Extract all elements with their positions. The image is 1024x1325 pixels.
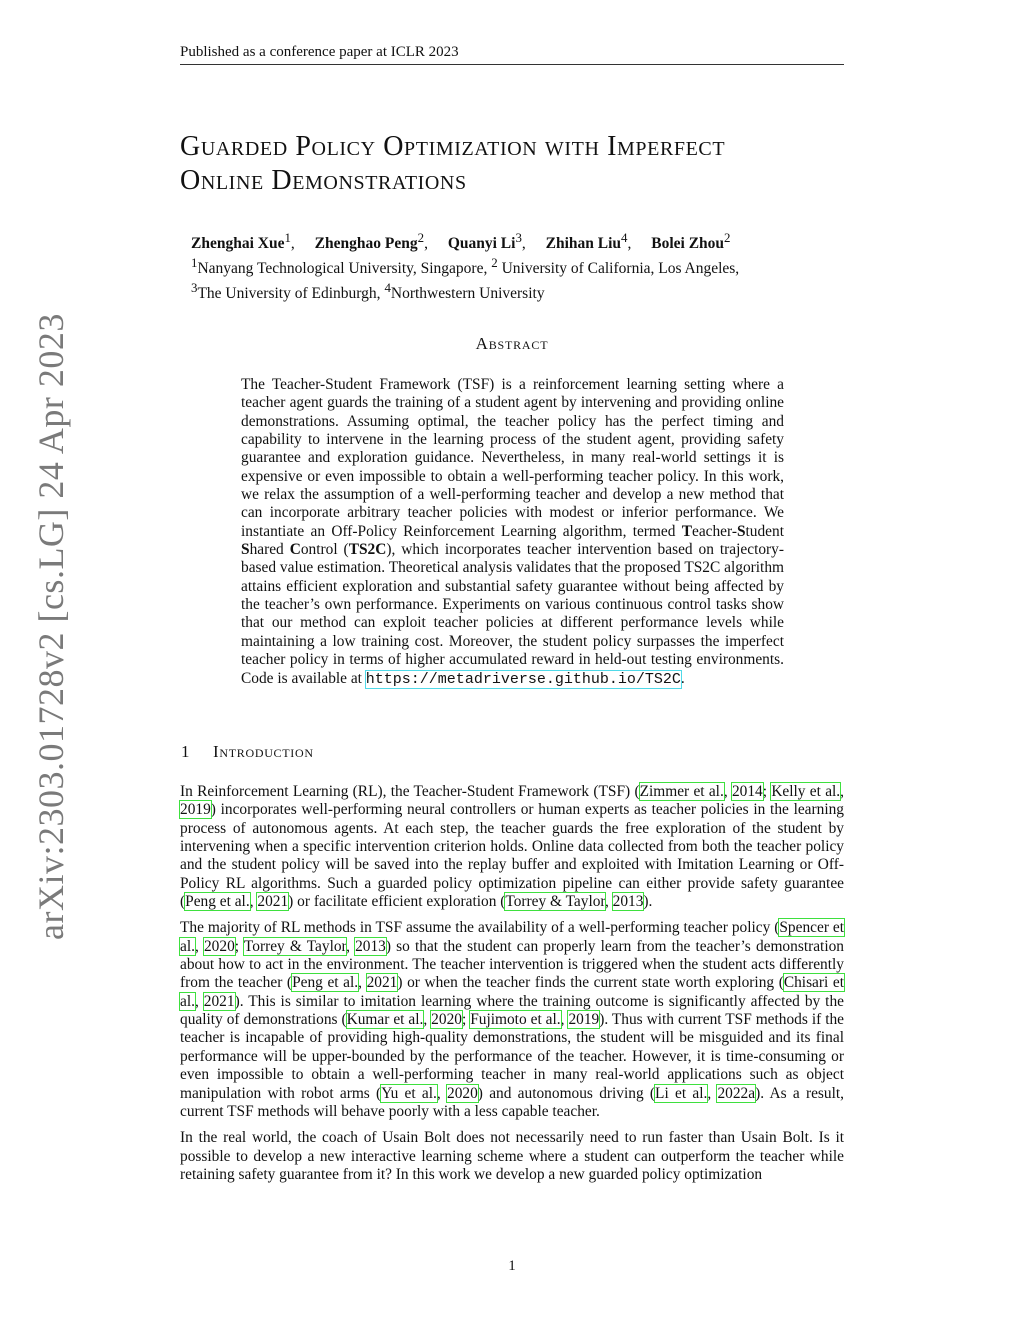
abstract-part: ontrol ( bbox=[300, 541, 349, 559]
citation-link[interactable]: 2019 bbox=[568, 1011, 600, 1029]
author-affil-mark: 3 bbox=[515, 230, 522, 245]
text-run: , bbox=[560, 1011, 569, 1029]
citation-link[interactable]: Zimmer et al. bbox=[639, 783, 724, 800]
paragraph-3: In the real world, the coach of Usain Bolt does not necessarily need to run faster than Usain Bolt. Is it possible to develop a new interactive learning scheme where a student can outperform the teacher while retaining safety guarantee from it? In this work we develop a new guarded policy optimization bbox=[180, 1129, 844, 1183]
code-url-link[interactable]: https://metadriverse.github.io/TS2C bbox=[365, 670, 681, 688]
text-run: ). bbox=[643, 893, 653, 911]
citation-link[interactable]: 2014 bbox=[731, 783, 763, 800]
abbr-letter: T bbox=[681, 522, 692, 540]
title-line-1: Guarded Policy Optimization with Imperfect bbox=[180, 131, 726, 162]
citation-link[interactable]: Kumar et al. bbox=[346, 1011, 424, 1029]
author-block bbox=[191, 228, 841, 303]
abstract-part: . bbox=[680, 669, 685, 687]
text-run: ) so that the student can properly learn from the teacher’s demonstration about how to act in the environment. The teacher intervention is triggered when the student acts differently from the teacher ( bbox=[180, 937, 844, 992]
abstract-part: hared bbox=[249, 541, 290, 559]
page-number: 1 bbox=[508, 1258, 516, 1274]
abstract-part: ), which incorporates teacher intervention based on trajectory-based value estimation. Theoretical analysis validates that the proposed TS2C algorithm attains efficient exploration and substantial safety guarantee without being affected by the teacher’s own performance. Experiments on various continuous control tasks show that our method can exploit teacher policies at different performance levels while maintaining a low training cost. Moreover, the student policy surpasses the imperfect teacher policy in terms of higher accumulated reward in held-out testing environments. Code is available at bbox=[241, 541, 784, 687]
abstract-heading: Abstract bbox=[475, 334, 549, 353]
section-body bbox=[180, 783, 844, 1192]
citation-link[interactable]: 2019 bbox=[180, 801, 211, 819]
arxiv-stamp: arXiv:2303.01728v2 [cs.LG] 24 Apr 2023 bbox=[31, 313, 71, 940]
method-name: TS2C bbox=[348, 541, 387, 559]
author-affil-mark: 2 bbox=[724, 230, 731, 245]
text-run: , bbox=[423, 1011, 432, 1029]
text-run: ; bbox=[461, 1011, 471, 1029]
text-run: ; bbox=[762, 783, 772, 800]
citation-link[interactable]: 2020 bbox=[447, 1084, 478, 1102]
author-names: Zhenghai Xue$^1$, Zhenghao Peng$^2$, Quanyi Li$^3$, Zhihan Liu$^4$, Bolei Zhou$^2$ bbox=[191, 230, 731, 253]
affiliation: The University of Edinburgh, bbox=[197, 285, 385, 303]
text-run: , bbox=[723, 783, 732, 800]
text-run: , bbox=[194, 992, 204, 1010]
author-name: Zhenghai Xue bbox=[191, 235, 285, 253]
affil-mark: 3 bbox=[191, 280, 198, 296]
text-run: , bbox=[707, 1084, 718, 1102]
running-header: Published as a conference paper at ICLR 2023 bbox=[180, 44, 844, 65]
author-name: Bolei Zhou bbox=[651, 235, 725, 253]
text-run: ) and autonomous driving ( bbox=[477, 1084, 656, 1102]
text-run: ) or facilitate efficient exploration ( bbox=[288, 893, 506, 911]
text-run: , bbox=[436, 1084, 448, 1102]
text-run: , bbox=[346, 937, 356, 955]
text-run: The majority of RL methods in TSF assume the availability of a well-performing teacher policy ( bbox=[180, 919, 780, 937]
affiliations-line-2 bbox=[191, 278, 841, 303]
text-run: , bbox=[604, 893, 613, 911]
citation-link[interactable]: Chisari et al. bbox=[180, 974, 844, 1010]
text-run: , bbox=[194, 937, 204, 955]
citation-link[interactable]: Peng et al. bbox=[185, 893, 250, 911]
text-run: ) incorporates well-performing neural controllers or human experts as teacher policies in the learning process of autonomous agents. At each step, the teacher guards the free exploration of the student by intervening when a specific intervention criterion holds. Online data collected from both the teacher policy and the student policy will be saved into the replay buffer and exploited with Imitation Learning or Off-Policy RL algorithms. Such a guarded policy optimization pipeline can either provide safety guarantee ( bbox=[180, 801, 844, 911]
section-number: 1 bbox=[181, 742, 191, 761]
citation-link[interactable]: 2013 bbox=[355, 937, 386, 955]
section-heading bbox=[181, 742, 314, 762]
citation-link[interactable]: 2020 bbox=[203, 937, 235, 955]
text-run: ). Thus with current TSF methods if the teacher is incapable of providing high-quality demonstrations, the student will be misguided and its final performance will be upper-bounded by the performance of the teacher. However, it is time-consuming or even impossible to obtain a well-performing teacher in many real-world applications such as object manipulation with robot arms ( bbox=[180, 1011, 844, 1102]
citation-link[interactable]: Torrey & Taylor bbox=[505, 893, 605, 911]
citation-link[interactable]: 2021 bbox=[257, 893, 289, 911]
affiliation: Nanyang Technological University, Singapore, bbox=[197, 260, 492, 278]
section-title: Introduction bbox=[213, 742, 314, 761]
citation-link[interactable]: 2021 bbox=[366, 974, 398, 992]
affiliations-line-1 bbox=[191, 253, 841, 278]
affiliation: University of California, Los Angeles, bbox=[497, 260, 740, 278]
author-name: Zhenghao Peng bbox=[314, 235, 418, 253]
author-name: Quanyi Li bbox=[447, 235, 516, 253]
abstract-part: tudent bbox=[745, 522, 784, 540]
author-affil-mark: 4 bbox=[621, 230, 628, 245]
citation-link[interactable]: 2021 bbox=[203, 992, 235, 1010]
citation-link[interactable]: Kelly et al. bbox=[771, 783, 841, 800]
text-run: ) or when the teacher finds the current state worth exploring ( bbox=[397, 974, 784, 992]
author-affil-mark: 2 bbox=[417, 230, 425, 245]
title-line-2: Online Demonstrations bbox=[180, 165, 467, 196]
affil-mark: 2 bbox=[491, 255, 498, 271]
text-run: , bbox=[358, 974, 367, 992]
text-run: , bbox=[840, 783, 845, 800]
affil-mark: 4 bbox=[384, 280, 391, 296]
paper-title bbox=[180, 130, 860, 198]
author-affil-mark: 1 bbox=[284, 230, 291, 245]
abbr-letter: S bbox=[736, 522, 746, 540]
paragraph-1 bbox=[180, 783, 844, 911]
author-name: Zhihan Liu bbox=[545, 235, 622, 253]
abbr-letter: S bbox=[241, 541, 250, 559]
citation-link[interactable]: Spencer et al. bbox=[180, 919, 844, 955]
affil-mark: 1 bbox=[191, 255, 198, 271]
abbr-letter: C bbox=[289, 541, 301, 559]
abstract-text bbox=[241, 376, 784, 689]
text-run: ). As a result, current TSF methods will behave poorly with a less capable teacher. bbox=[180, 1084, 844, 1120]
paragraph-2 bbox=[180, 919, 844, 1121]
citation-link[interactable]: 2020 bbox=[431, 1011, 462, 1029]
abstract-part: The Teacher-Student Framework (TSF) is a reinforcement learning setting where a teacher agent guards the training of a student agent by intervening and providing online demonstrations. Assuming optimal, the teacher policy has the perfect timing and capability to intervene in the learning process of the student agent, providing safety guarantee and exploration guidance. Nevertheless, in many real-world settings it is expensive or even impossible to obtain a well-performing teacher policy. In this work, we relax the assumption of a well-performing teacher and develop a new method that can incorporate arbitrary teacher policies with modest or inferior performance. We instantiate an Off-Policy Reinforcement Learning algorithm, termed bbox=[241, 376, 784, 540]
citation-link[interactable]: Li et al. bbox=[655, 1084, 708, 1102]
citation-link[interactable]: Yu et al. bbox=[381, 1084, 437, 1102]
citation-link[interactable]: 2022a bbox=[717, 1084, 756, 1102]
affiliation: Northwestern University bbox=[390, 285, 545, 303]
text-run: ; bbox=[234, 937, 244, 955]
text-run: , bbox=[249, 893, 258, 911]
citation-link[interactable]: Torrey & Taylor bbox=[243, 937, 347, 955]
citation-link[interactable]: 2013 bbox=[612, 893, 644, 911]
citation-link[interactable]: Fujimoto et al. bbox=[470, 1011, 561, 1029]
text-run: ). This is similar to imitation learning where the training outcome is significantly affected by the quality of demonstrations ( bbox=[180, 992, 844, 1029]
text-run: In Reinforcement Learning (RL), the Teacher-Student Framework (TSF) ( bbox=[180, 783, 640, 800]
abstract-part: eacher- bbox=[691, 522, 737, 540]
citation-link[interactable]: Peng et al. bbox=[292, 974, 359, 992]
